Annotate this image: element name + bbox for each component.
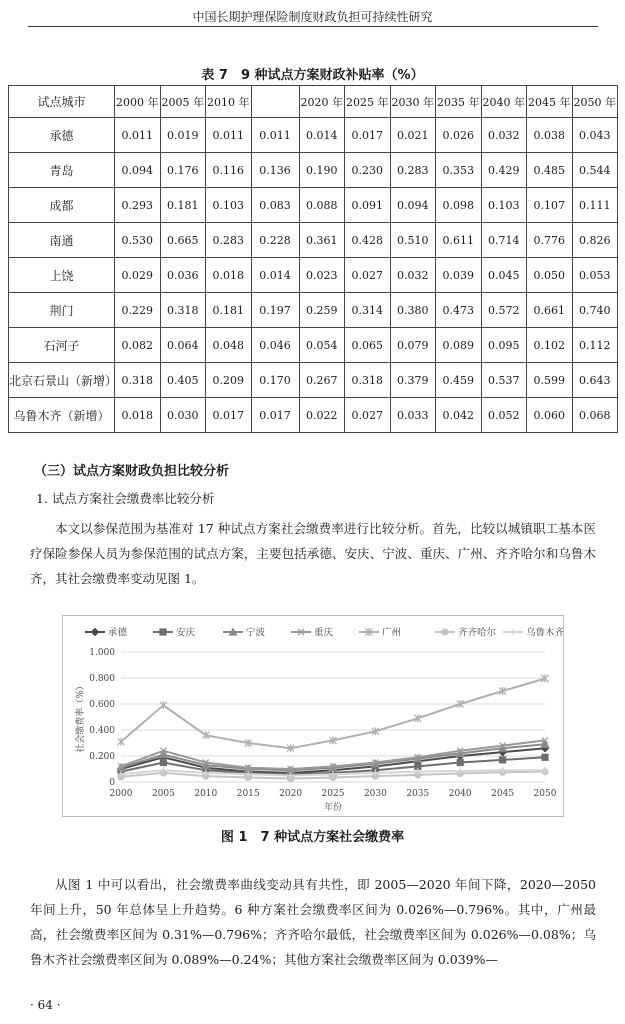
- header-2040: 2040 年: [481, 86, 527, 118]
- table-cell-value: 0.011: [251, 118, 299, 153]
- table-cell-value: 0.050: [527, 258, 573, 293]
- table-cell-value: 0.643: [572, 363, 618, 398]
- figure-caption: 图 1 7 种试点方案社会缴费率: [220, 830, 405, 845]
- table-cell-value: 0.019: [160, 118, 206, 153]
- x-tick-label: 2035: [406, 789, 430, 799]
- header-rule: [28, 26, 598, 27]
- table-row: [9, 398, 618, 433]
- table-cell-value: 0.599: [527, 363, 573, 398]
- data-point: [457, 760, 463, 766]
- table-cell-value: 0.094: [115, 153, 161, 188]
- legend-label: 乌鲁木齐: [526, 627, 563, 639]
- x-tick-label: 2020: [279, 789, 303, 799]
- table-cell-value: 0.023: [299, 258, 345, 293]
- table-cell-value: 0.544: [572, 153, 618, 188]
- x-tick-label: 2040: [448, 789, 472, 799]
- chart-svg: [63, 616, 563, 816]
- table-cell-value: 0.611: [436, 223, 482, 258]
- table-cell-value: 0.714: [481, 223, 527, 258]
- table-cell-value: 0.038: [527, 118, 573, 153]
- table-row: [9, 258, 618, 293]
- table-row: [9, 223, 618, 258]
- table-cell-value: 0.068: [572, 398, 618, 433]
- header-2000: 2000 年: [115, 86, 161, 118]
- table-cell-value: 0.032: [390, 258, 436, 293]
- legend-label: 安庆: [176, 627, 196, 639]
- paragraph-2: 从图 1 中可以看出，社会缴费率曲线变动具有共性，即 2005—2020 年间下降，2020—2050 年间上升，50 年总体呈上升趋势。6 种方案社会缴费率区间为 0.026%—0.796%。其中，广州最高，社会缴费率区间为 0.31%—0.796%；齐齐哈尔最低，社会缴费率区间为 0.026%—0.08%；乌鲁木齐社会缴费率区间为 0.089%—0.24%；其他方案社会缴费率区间为 0.039%—: [30, 877, 596, 967]
- table-cell-value: 0.361: [299, 223, 345, 258]
- table-cell-value: 0.740: [572, 293, 618, 328]
- table-cell-value: 0.107: [527, 188, 573, 223]
- table-cell-value: 0.042: [436, 398, 482, 433]
- legend-label: 广州: [382, 627, 402, 639]
- header-2005: 2005 年: [160, 86, 206, 118]
- table-row: [9, 188, 618, 223]
- running-header: 中国长期护理保险制度财政负担可持续性研究: [192, 10, 433, 24]
- table-cell-value: 0.572: [481, 293, 527, 328]
- table-cell-value: 0.011: [115, 118, 161, 153]
- table-cell-city: 荆门: [9, 293, 115, 328]
- table-cell-value: 0.052: [481, 398, 527, 433]
- data-point: [500, 757, 506, 763]
- table-cell-value: 0.095: [481, 328, 527, 363]
- table-cell-value: 0.259: [299, 293, 345, 328]
- table-cell-value: 0.209: [206, 363, 252, 398]
- table-cell-value: 0.510: [390, 223, 436, 258]
- table-row: [9, 293, 618, 328]
- table-cell-city: 上饶: [9, 258, 115, 293]
- header-blank: [251, 86, 299, 118]
- table-cell-value: 0.116: [206, 153, 252, 188]
- table-cell-value: 0.229: [115, 293, 161, 328]
- table-cell-value: 0.181: [160, 188, 206, 223]
- header-city: 试点城市: [9, 86, 115, 118]
- x-tick-label: 2030: [363, 789, 387, 799]
- data-point: [510, 629, 517, 636]
- table-cell-city: 承德: [9, 118, 115, 153]
- table-cell-value: 0.267: [299, 363, 345, 398]
- table-cell-value: 0.473: [436, 293, 482, 328]
- table-cell-value: 0.064: [160, 328, 206, 363]
- table-cell-value: 0.428: [345, 223, 391, 258]
- table-cell-value: 0.537: [481, 363, 527, 398]
- legend-label: 重庆: [314, 627, 334, 639]
- table-cell-value: 0.033: [390, 398, 436, 433]
- table-cell-value: 0.048: [206, 328, 252, 363]
- table-cell-value: 0.017: [251, 398, 299, 433]
- table-cell-value: 0.661: [527, 293, 573, 328]
- table-cell-value: 0.103: [481, 188, 527, 223]
- data-point: [160, 760, 166, 766]
- table-cell-value: 0.014: [251, 258, 299, 293]
- table-cell-city: 成都: [9, 188, 115, 223]
- table-cell-value: 0.036: [160, 258, 206, 293]
- table-cell-city: 青岛: [9, 153, 115, 188]
- data-point: [160, 629, 166, 635]
- data-point: [442, 629, 448, 635]
- table-cell-value: 0.379: [390, 363, 436, 398]
- table-cell-value: 0.103: [206, 188, 252, 223]
- x-tick-label: 2025: [321, 789, 345, 799]
- table-cell-value: 0.429: [481, 153, 527, 188]
- table-cell-value: 0.111: [572, 188, 618, 223]
- table-cell-value: 0.405: [160, 363, 206, 398]
- table-cell-value: 0.046: [251, 328, 299, 363]
- x-tick-label: 2045: [491, 789, 515, 799]
- y-tick-label: 0.800: [89, 674, 115, 684]
- table-cell-value: 0.197: [251, 293, 299, 328]
- header-2020: 2020 年: [299, 86, 345, 118]
- x-tick-label: 2000: [109, 789, 133, 799]
- table-cell-value: 0.190: [299, 153, 345, 188]
- x-tick-label: 2015: [236, 789, 260, 799]
- header-2035: 2035 年: [436, 86, 482, 118]
- paragraph-1: 本文以参保范围为基准对 17 种试点方案社会缴费率进行比较分析。首先，比较以城镇职工基本医疗保险参保人员为参保范围的试点方案，主要包括承德、安庆、宁波、重庆、广州、齐齐哈尔和乌鲁木齐，其社会缴费率变动见图 1。: [30, 521, 596, 586]
- table-cell-value: 0.230: [345, 153, 391, 188]
- table-cell-value: 0.318: [160, 293, 206, 328]
- table-cell-value: 0.353: [436, 153, 482, 188]
- data-point: [92, 629, 99, 636]
- table-cell-value: 0.094: [390, 188, 436, 223]
- table-cell-value: 0.017: [206, 398, 252, 433]
- data-point: [542, 754, 548, 760]
- table-cell-value: 0.065: [345, 328, 391, 363]
- y-axis-label: 社会缴费率（%）: [76, 681, 86, 753]
- table-cell-value: 0.021: [390, 118, 436, 153]
- table-cell-value: 0.380: [390, 293, 436, 328]
- table-cell-value: 0.530: [115, 223, 161, 258]
- table-row: [9, 363, 618, 398]
- legend-label: 宁波: [246, 627, 266, 639]
- x-tick-label: 2005: [151, 789, 175, 799]
- table-cell-value: 0.283: [390, 153, 436, 188]
- table-row: [9, 328, 618, 363]
- table-header-row: [9, 86, 618, 118]
- table-cell-value: 0.283: [206, 223, 252, 258]
- table-cell-value: 0.054: [299, 328, 345, 363]
- legend-label: 承德: [108, 627, 128, 639]
- y-tick-label: 1.000: [89, 648, 115, 658]
- page-number: · 64 ·: [30, 998, 61, 1012]
- header-2010: 2010 年: [206, 86, 252, 118]
- table-cell-value: 0.029: [115, 258, 161, 293]
- table-cell-value: 0.022: [299, 398, 345, 433]
- header-2030: 2030 年: [390, 86, 436, 118]
- table-cell-value: 0.318: [345, 363, 391, 398]
- table-cell-value: 0.060: [527, 398, 573, 433]
- table-cell-value: 0.826: [572, 223, 618, 258]
- table-cell-value: 0.014: [299, 118, 345, 153]
- table-cell-value: 0.102: [527, 328, 573, 363]
- table-cell-value: 0.017: [345, 118, 391, 153]
- table-cell-value: 0.136: [251, 153, 299, 188]
- table-row: [9, 118, 618, 153]
- table-cell-value: 0.485: [527, 153, 573, 188]
- legend-label: 齐齐哈尔: [458, 627, 497, 639]
- table-cell-value: 0.079: [390, 328, 436, 363]
- table-cell-value: 0.011: [206, 118, 252, 153]
- table-cell-value: 0.026: [436, 118, 482, 153]
- table-cell-value: 0.018: [115, 398, 161, 433]
- table-cell-value: 0.665: [160, 223, 206, 258]
- table-cell-value: 0.314: [345, 293, 391, 328]
- table-row: [9, 153, 618, 188]
- table-cell-value: 0.088: [299, 188, 345, 223]
- table-cell-city: 北京石景山（新增）: [9, 363, 115, 398]
- x-tick-label: 2010: [194, 789, 218, 799]
- table-cell-value: 0.027: [345, 258, 391, 293]
- table-cell-city: 乌鲁木齐（新增）: [9, 398, 115, 433]
- table-cell-value: 0.045: [481, 258, 527, 293]
- section-heading: （三）试点方案财政负担比较分析: [34, 464, 230, 479]
- table-cell-value: 0.089: [436, 328, 482, 363]
- table-cell-value: 0.083: [251, 188, 299, 223]
- table-cell-value: 0.112: [572, 328, 618, 363]
- table-cell-value: 0.027: [345, 398, 391, 433]
- table-cell-city: 南通: [9, 223, 115, 258]
- table-cell-value: 0.181: [206, 293, 252, 328]
- table-cell-value: 0.318: [115, 363, 161, 398]
- header-2025: 2025 年: [345, 86, 391, 118]
- subheading: 1. 试点方案社会缴费率比较分析: [36, 491, 215, 506]
- table-title: 表 7 9 种试点方案财政补贴率（%）: [201, 68, 424, 83]
- y-tick-label: 0.200: [89, 752, 115, 762]
- table-cell-value: 0.018: [206, 258, 252, 293]
- x-tick-label: 2050: [533, 789, 557, 799]
- table-cell-value: 0.176: [160, 153, 206, 188]
- header-2045: 2045 年: [527, 86, 573, 118]
- table-cell-value: 0.776: [527, 223, 573, 258]
- y-tick-label: 0: [109, 778, 115, 788]
- table-cell-value: 0.032: [481, 118, 527, 153]
- x-axis-label: 年份: [323, 803, 343, 813]
- table-cell-value: 0.098: [436, 188, 482, 223]
- table-cell-value: 0.043: [572, 118, 618, 153]
- table-cell-value: 0.170: [251, 363, 299, 398]
- table-cell-city: 石河子: [9, 328, 115, 363]
- header-2050: 2050 年: [572, 86, 618, 118]
- table-cell-value: 0.030: [160, 398, 206, 433]
- contribution-rate-chart: [62, 615, 564, 817]
- data-point: [160, 701, 167, 709]
- table-cell-value: 0.459: [436, 363, 482, 398]
- y-tick-label: 0.400: [89, 726, 115, 736]
- table-cell-value: 0.228: [251, 223, 299, 258]
- table-cell-value: 0.082: [115, 328, 161, 363]
- data-point: [118, 738, 125, 746]
- table-cell-value: 0.039: [436, 258, 482, 293]
- table-cell-value: 0.053: [572, 258, 618, 293]
- table-cell-value: 0.091: [345, 188, 391, 223]
- subsidy-rate-table: [8, 85, 618, 433]
- table-cell-value: 0.293: [115, 188, 161, 223]
- y-tick-label: 0.600: [89, 700, 115, 710]
